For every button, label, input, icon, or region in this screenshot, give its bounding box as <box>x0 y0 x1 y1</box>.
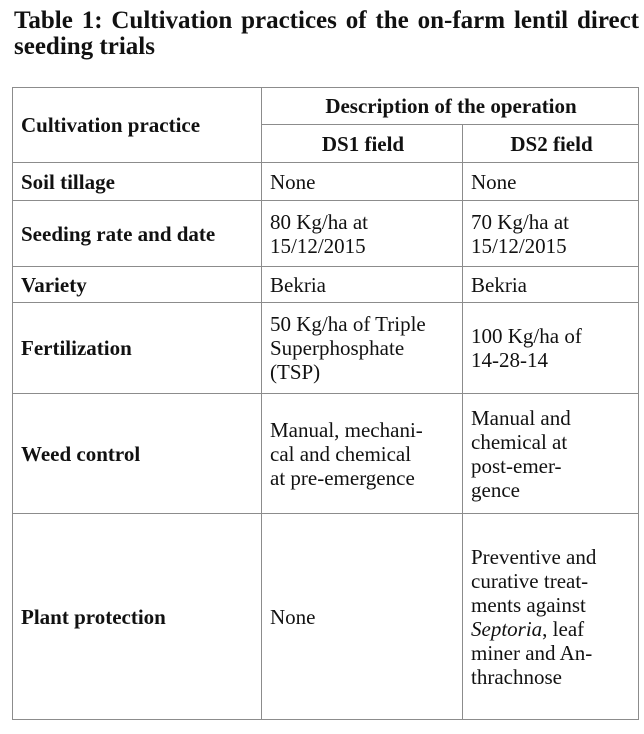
header-description-group: Description of the operation <box>262 88 639 125</box>
ds2-line: Preventive and <box>471 544 597 569</box>
ds2-cell <box>463 163 639 201</box>
ds1-cell <box>262 163 463 201</box>
ds2-line: miner and An- <box>471 640 593 665</box>
practice-cell: Fertilization <box>13 303 262 394</box>
ds2-line: 100 Kg/ha of <box>471 324 582 348</box>
table-row <box>13 394 639 514</box>
practice-cell: Weed control <box>13 394 262 514</box>
ds2-line: None <box>471 169 517 194</box>
ds2-line: post-emer- <box>471 453 562 478</box>
practice-cell: Soil tillage <box>13 163 262 201</box>
ds1-line: 80 Kg/ha at <box>270 209 368 234</box>
ds1-line: 50 Kg/ha of Triple <box>270 312 426 336</box>
table-row <box>13 201 639 267</box>
table-row <box>13 514 639 720</box>
table-row <box>13 303 639 394</box>
ds2-line: gence <box>471 477 520 502</box>
table-row <box>13 267 639 303</box>
cultivation-practices-table <box>12 87 639 720</box>
ds1-line: (TSP) <box>270 360 321 384</box>
ds1-line: Manual, mechani- <box>270 417 423 442</box>
header-cultivation-practice: Cultivation practice <box>13 88 262 163</box>
practice-cell: Seeding rate and date <box>13 201 262 267</box>
ds2-line: 70 Kg/ha at <box>471 209 569 234</box>
practice-cell: Plant protection <box>13 514 262 720</box>
ds2-cell <box>463 394 639 514</box>
ds1-cell <box>262 303 463 394</box>
ds1-cell <box>262 201 463 267</box>
ds2-line: chemical at <box>471 429 568 454</box>
ds1-line: Bekria <box>270 272 326 297</box>
ds1-cell <box>262 514 463 720</box>
ds2-line: Bekria <box>471 272 527 297</box>
table-caption: Table 1: Cultivation practices of the on-farm lentil direct seeding trials <box>14 7 639 60</box>
table-row <box>13 163 639 201</box>
ds1-cell <box>262 267 463 303</box>
ds1-line: cal and chemical <box>270 441 412 466</box>
ds2-cell <box>463 303 639 394</box>
practice-cell: Variety <box>13 267 262 303</box>
ds1-line: 15/12/2015 <box>270 233 366 258</box>
ds2-cell <box>463 201 639 267</box>
ds2-line: 14-28-14 <box>471 348 548 372</box>
ds2-cell <box>463 267 639 303</box>
ds2-line: 15/12/2015 <box>471 233 567 258</box>
ds2-cell <box>463 514 639 720</box>
ds1-line: Superphosphate <box>270 336 405 360</box>
ds1-line: at pre-emergence <box>270 465 415 490</box>
ds2-italic-term: Septoria <box>471 616 543 641</box>
header-ds1-field: DS1 field <box>262 125 463 163</box>
ds2-line: , leaf <box>542 616 585 641</box>
header-ds2-field: DS2 field <box>463 125 639 163</box>
ds1-line: None <box>270 169 316 194</box>
ds2-line: ments against <box>471 592 586 617</box>
ds1-line: None <box>270 604 316 629</box>
ds2-line: thrachnose <box>471 664 562 689</box>
ds2-line: Manual and <box>471 405 571 430</box>
ds1-cell <box>262 394 463 514</box>
ds2-line: curative treat- <box>471 568 589 593</box>
